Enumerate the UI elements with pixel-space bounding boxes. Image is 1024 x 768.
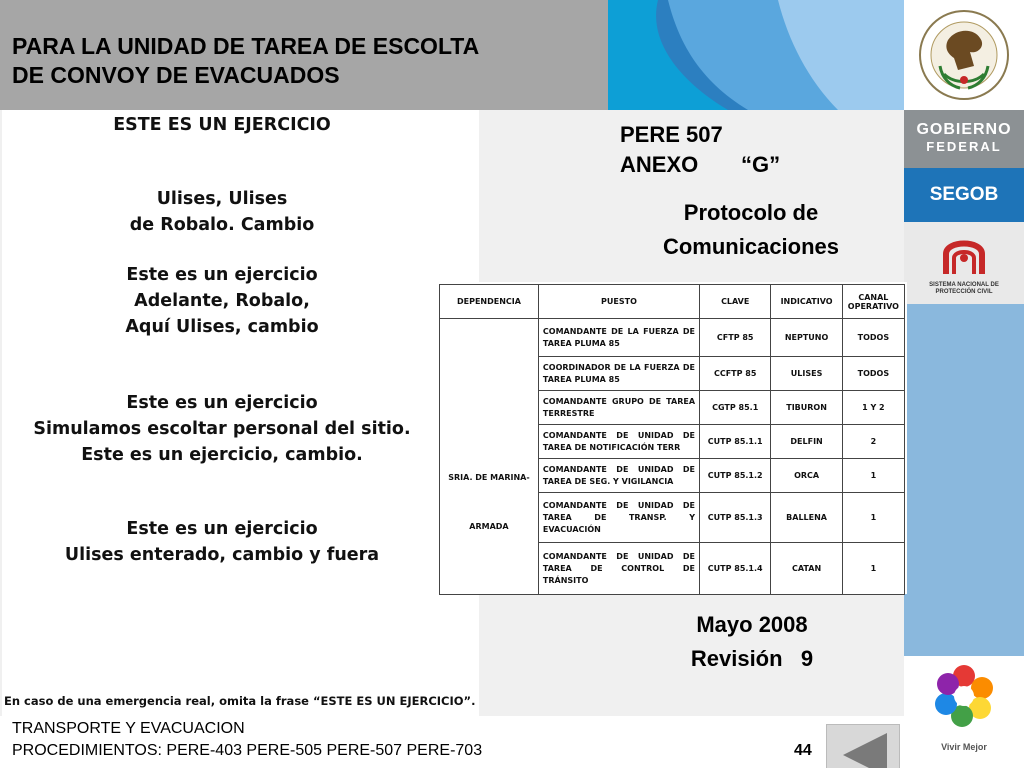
date-revision: Mayo 2008 Revisión 9 <box>690 612 814 671</box>
previous-slide-button[interactable] <box>826 724 900 768</box>
exercise-block-1: Ulises, Ulises de Robalo. Cambio <box>129 189 315 235</box>
decorative-wave <box>608 0 904 110</box>
vivir-mejor-logo: Vivir Mejor <box>904 656 1024 768</box>
exercise-block-4: Este es un ejercicio Ulises enterado, cambio y fuera <box>64 519 380 565</box>
protocol-title: Protocolo de Comunicaciones <box>662 200 840 259</box>
col-header-clave: CLAVE <box>700 285 771 319</box>
table-row: COMANDANTE GRUPO DE TAREA TERRESTRE CGTP 85.1 TIBURON 1 Y 2 <box>440 391 905 425</box>
col-header-indicativo: INDICATIVO <box>771 285 842 319</box>
exercise-script-panel <box>2 110 479 716</box>
communications-table-grid <box>439 284 905 595</box>
table-row: COMANDANTE DE UNIDAD DE TAREA DE TRANSP. Y EVACUACIÓN CUTP 85.1.3 BALLENA 1 <box>440 493 905 543</box>
table-row: COMANDANTE DE UNIDAD DE TAREA DE SEG. Y VIGILANCIA CUTP 85.1.2 ORCA 1 <box>440 459 905 493</box>
back-arrow-icon <box>827 725 901 768</box>
segob-logo: SEGOB <box>904 168 1024 222</box>
table-header-row <box>440 285 905 319</box>
table-row: SRIA. DE MARINA- ARMADA COMANDANTE DE LA FUERZA DE TAREA PLUMA 85 CFTP 85 NEPTUNO TODOS <box>440 319 905 357</box>
table-row: COMANDANTE DE UNIDAD DE TAREA DE NOTIFICACIÓN TERR CUTP 85.1.1 DELFIN 2 <box>440 425 905 459</box>
footer-bar <box>0 716 904 768</box>
exercise-heading: ESTE ES UN EJERCICIO <box>113 115 331 135</box>
footer-line-1: TRANSPORTE Y EVACUACION <box>12 720 245 737</box>
vivir-mejor-icon <box>904 656 1024 742</box>
col-header-dependencia: DEPENDENCIA <box>440 285 539 319</box>
table-row: COMANDANTE DE UNIDAD DE TAREA DE CONTROL DE TRÁNSITO CUTP 85.1.4 CATAN 1 <box>440 543 905 595</box>
header-bar <box>0 0 608 110</box>
communications-table <box>439 282 907 594</box>
proteccion-civil-logo: SISTEMA NACIONAL DE PROTECCIÓN CIVIL <box>904 222 1024 304</box>
slide-title: PARA LA UNIDAD DE TAREA DE ESCOLTA DE CONVOY DE EVACUADOS <box>12 33 480 88</box>
footer-line-2: PROCEDIMIENTOS: PERE-403 PERE-505 PERE-507 PERE-703 <box>12 742 483 759</box>
document-reference: PERE 507 ANEXO “G” <box>620 122 781 177</box>
exercise-block-3: Este es un ejercicio Simulamos escoltar personal del sitio. Este es un ejercicio, cambio. <box>33 393 411 465</box>
gobierno-federal-logo: GOBIERNO FEDERAL <box>904 110 1024 168</box>
proteccion-civil-icon <box>904 222 1024 282</box>
sidebar <box>904 0 1024 768</box>
exercise-footnote: En caso de una emergencia real, omita la frase “ESTE ES UN EJERCICIO”. <box>4 694 476 708</box>
seal-container <box>904 0 1024 110</box>
mexico-seal-icon <box>904 0 1024 110</box>
page-number: 44 <box>794 742 812 759</box>
col-header-puesto: PUESTO <box>538 285 699 319</box>
dependencia-cell: SRIA. DE MARINA- ARMADA <box>440 319 539 595</box>
exercise-block-2: Este es un ejercicio Adelante, Robalo, Aquí Ulises, cambio <box>125 265 319 337</box>
table-row: COORDINADOR DE LA FUERZA DE TAREA PLUMA 85 CCFTP 85 ULISES TODOS <box>440 357 905 391</box>
col-header-canal: CANAL OPERATIVO <box>842 285 904 319</box>
